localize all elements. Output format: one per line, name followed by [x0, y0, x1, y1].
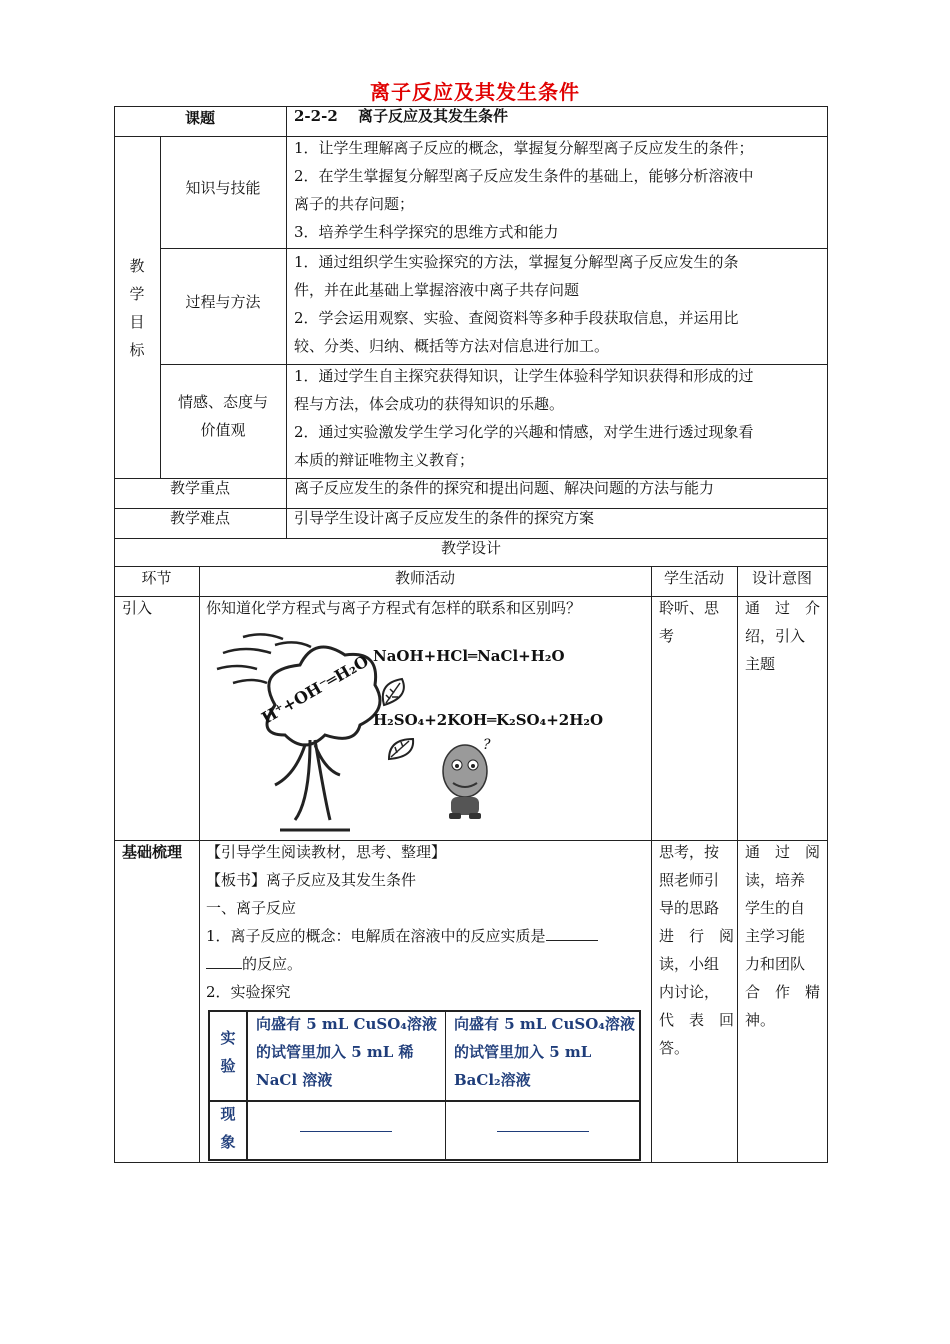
process-label: 过程与方法: [185, 293, 261, 311]
difficulty-value: 引导学生设计离子反应发生的条件的探究方案: [294, 509, 595, 527]
topic-label: 课题: [184, 109, 215, 127]
difficulty-label: 教学难点: [169, 509, 230, 527]
attitude-label: 情感、态度与 价值观: [177, 393, 268, 439]
tree-equation: H⁺+OH⁻═H₂O: [258, 651, 372, 728]
fill-blank-2[interactable]: [206, 950, 242, 969]
exp1-description: 向盛有 5 mL CuSO₄溶液 的试管里加入 5 mL 稀 NaCl 溶液: [256, 1015, 437, 1089]
basics-student: 思考，按 照老师引 导的思路 进 行 阅 读，小组 内讨论， 代 表 回 答。: [659, 843, 735, 1057]
attitude-content: 1．通过学生自主探究获得知识，让学生体验科学知识获得和形成的过 程与方法，体会成功的获得知识的乐趣。 2．通过实验激发学生学习化学的兴趣和情感，对学生进行透过现象看 本质的辩证唯物主义教育；: [294, 367, 754, 469]
page-title: 离子反应及其发生条件: [370, 80, 580, 104]
equation-2: H₂SO₄+2KOH═K₂SO₄+2H₂O: [373, 711, 604, 729]
phenomenon-1-blank[interactable]: [300, 1131, 392, 1132]
knowledge-label: 知识与技能: [185, 179, 261, 197]
knowledge-content: 1．让学生理解离子反应的概念，掌握复分解型离子反应发生的条件； 2．在学生掌握复分解型离子反应发生条件的基础上，能够分析溶液中 离子的共存问题； 3．培养学生科学探究的思维方式和能力: [294, 139, 754, 241]
intro-question: 你知道化学方程式与离子方程式有怎样的联系和区别吗？: [206, 599, 582, 617]
leaf-icon: [380, 675, 410, 711]
key-point-label: 教学重点: [169, 479, 230, 497]
key-point-value: 离子反应发生的条件的探究和提出问题、解决问题的方法与能力: [294, 479, 715, 497]
topic-value: 2-2-2 离子反应及其发生条件: [294, 107, 508, 125]
design-header: 教学设计: [440, 539, 501, 557]
intro-illustration: [205, 625, 645, 835]
leaf-icon-2: [387, 735, 417, 765]
intro-student: 聆听、思 考: [659, 599, 720, 645]
intro-stage: 引入: [122, 599, 153, 617]
exp2-description: 向盛有 5 mL CuSO₄溶液 的试管里加入 5 mL BaCl₂溶液: [454, 1015, 635, 1089]
objectives-label: 教 学 目 标: [129, 257, 145, 359]
col-intent: 设计意图: [751, 569, 812, 587]
basics-content: 【引导学生阅读教材，思考、整理】 【板书】离子反应及其发生条件 一、离子反应 1．离子反应的概念：电解质在溶液中的反应实质是 的反应。 2．实验探究: [206, 838, 646, 1006]
intro-intent: 通 过 介 绍，引入 主题: [745, 599, 821, 673]
exp-row-label: 实 验: [220, 1029, 236, 1075]
equation-1: NaOH+HCl═NaCl+H₂O: [373, 647, 565, 665]
col-stage: 环节: [141, 569, 172, 587]
fill-blank[interactable]: [546, 922, 598, 941]
process-content: 1．通过组织学生实验探究的方法，掌握复分解型离子反应发生的条 件，并在此基础上掌握溶液中离子共存问题 2．学会运用观察、实验、查阅资料等多种手段获取信息，并运用比 较、分类、归纳、概括等方法对信息进行加工。: [294, 253, 739, 355]
col-teacher: 教师活动: [394, 569, 455, 587]
phenomenon-row-label: 现 象: [220, 1105, 236, 1151]
question-mark: ?: [483, 737, 491, 753]
basics-intent: 通 过 阅 读，培养 学生的自 主学习能 力和团队 合 作 精 神。: [745, 843, 821, 1029]
cartoon-character-icon: [435, 743, 495, 823]
basics-stage: 基础梳理: [122, 843, 183, 861]
col-student: 学生活动: [663, 569, 724, 587]
phenomenon-2-blank[interactable]: [497, 1131, 589, 1132]
